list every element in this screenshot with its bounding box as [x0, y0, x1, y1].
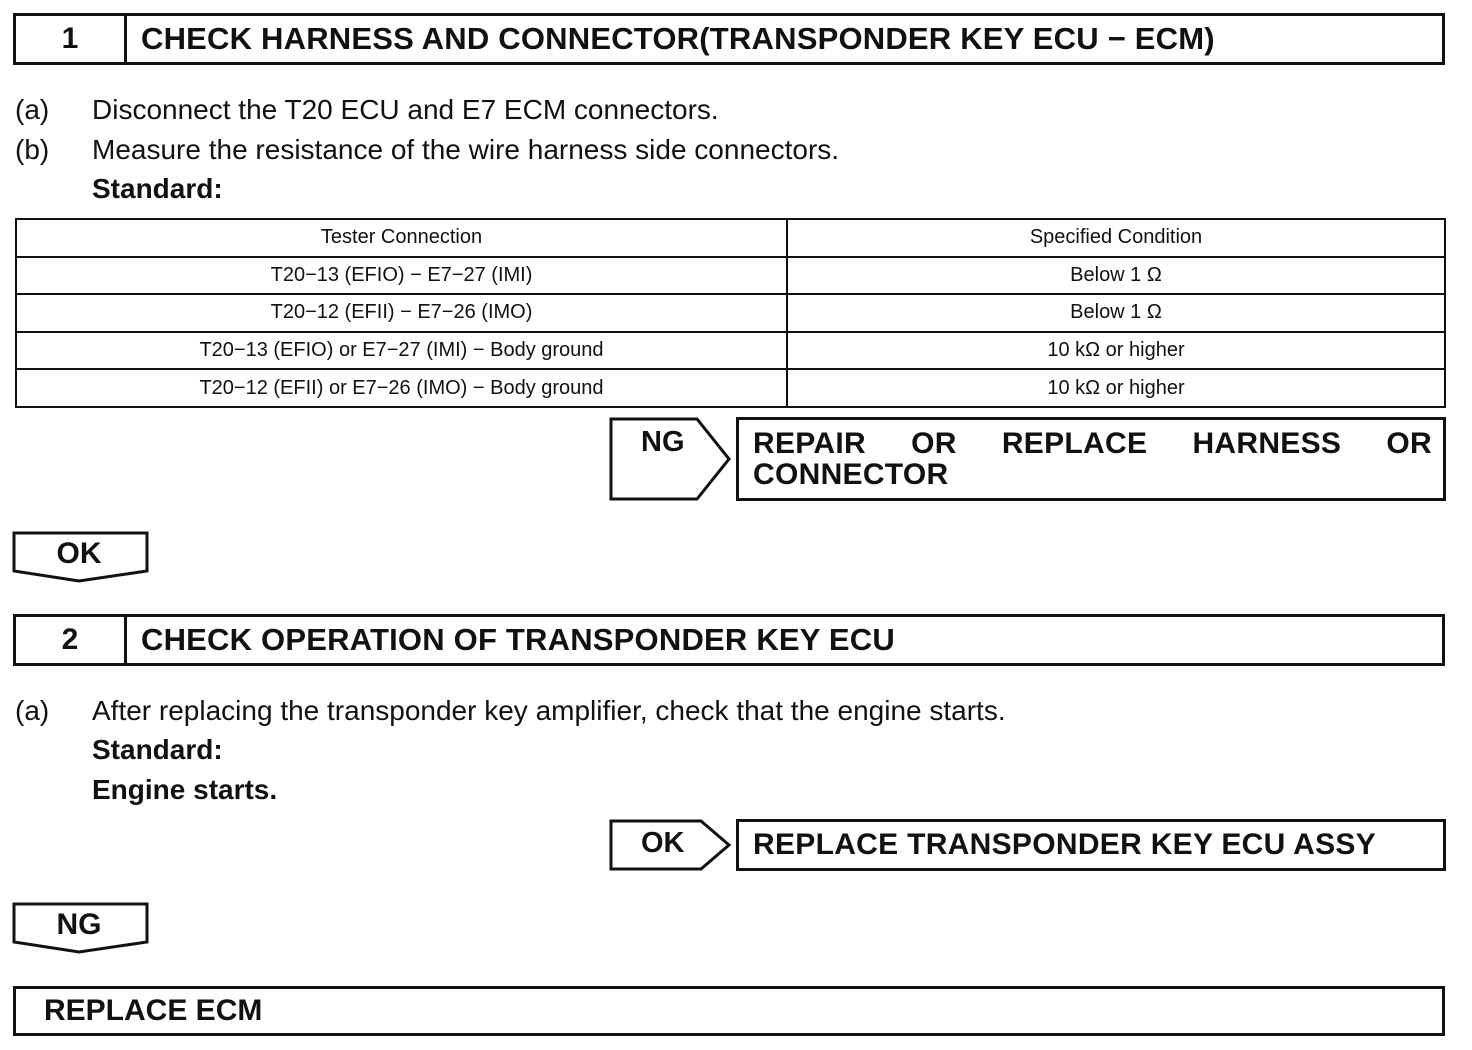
item-text: Disconnect the T20 ECU and E7 ECM connectors. [92, 94, 719, 125]
table-row [16, 332, 1445, 370]
item-label: (a) [15, 695, 50, 726]
ok-tag-label: OK [641, 827, 685, 859]
item-label: (b) [15, 134, 50, 165]
resistance-spec-table [15, 218, 1446, 408]
item-text: Measure the resistance of the wire harness side connectors. [92, 134, 840, 165]
ng-tag-label: NG [641, 426, 685, 458]
step-2-ok-arrow-tag [609, 819, 733, 871]
final-result-box [13, 986, 1445, 1036]
item-text: After replacing the transponder key amplifier, check that the engine starts. [92, 695, 1006, 726]
table-cell: T20−12 (EFII) − E7−26 (IMO) [16, 294, 787, 332]
table-header-row [16, 219, 1445, 257]
table-row [16, 294, 1445, 332]
step-1-standard-label: Standard: [92, 173, 223, 204]
ok-tag-label: OK [56, 537, 102, 570]
table-cell: T20−13 (EFIO) or E7−27 (IMI) − Body ground [16, 332, 787, 370]
step-1-ok-down-tag [12, 531, 149, 583]
step-2-ok-result-box [736, 819, 1446, 871]
column-header-specified-condition: Specified Condition [787, 219, 1445, 257]
table-cell: T20−13 (EFIO) − E7−27 (IMI) [16, 257, 787, 295]
ng-result-line-1: REPAIR OR REPLACE HARNESS OR [753, 427, 1432, 460]
step-2-number: 2 [16, 617, 127, 663]
ng-result-line-2: CONNECTOR [753, 458, 949, 491]
ng-tag-label: NG [56, 908, 102, 941]
final-result-text: REPLACE ECM [44, 994, 263, 1027]
item-label: (a) [15, 94, 50, 125]
ok-result-text: REPLACE TRANSPONDER KEY ECU ASSY [753, 828, 1377, 861]
table-row [16, 369, 1445, 407]
step-2-title: CHECK OPERATION OF TRANSPONDER KEY ECU [141, 622, 895, 657]
step-1-title: CHECK HARNESS AND CONNECTOR(TRANSPONDER KEY ECU − ECM) [141, 21, 1215, 56]
step-1-ng-arrow-tag [609, 417, 733, 501]
step-1-header [13, 13, 1445, 65]
table-cell: Below 1 Ω [787, 294, 1445, 332]
column-header-tester-connection: Tester Connection [16, 219, 787, 257]
step-1-number: 1 [16, 16, 127, 62]
table-cell: 10 kΩ or higher [787, 369, 1445, 407]
step-2-standard-label: Standard: [92, 734, 223, 765]
step-2-header [13, 614, 1445, 666]
table-row [16, 257, 1445, 295]
table-cell: 10 kΩ or higher [787, 332, 1445, 370]
step-2-ng-down-tag [12, 902, 149, 954]
step-2-standard-value: Engine starts. [92, 774, 278, 805]
step-1-ng-result-box [736, 417, 1446, 501]
table-cell: T20−12 (EFII) or E7−26 (IMO) − Body ground [16, 369, 787, 407]
table-cell: Below 1 Ω [787, 257, 1445, 295]
